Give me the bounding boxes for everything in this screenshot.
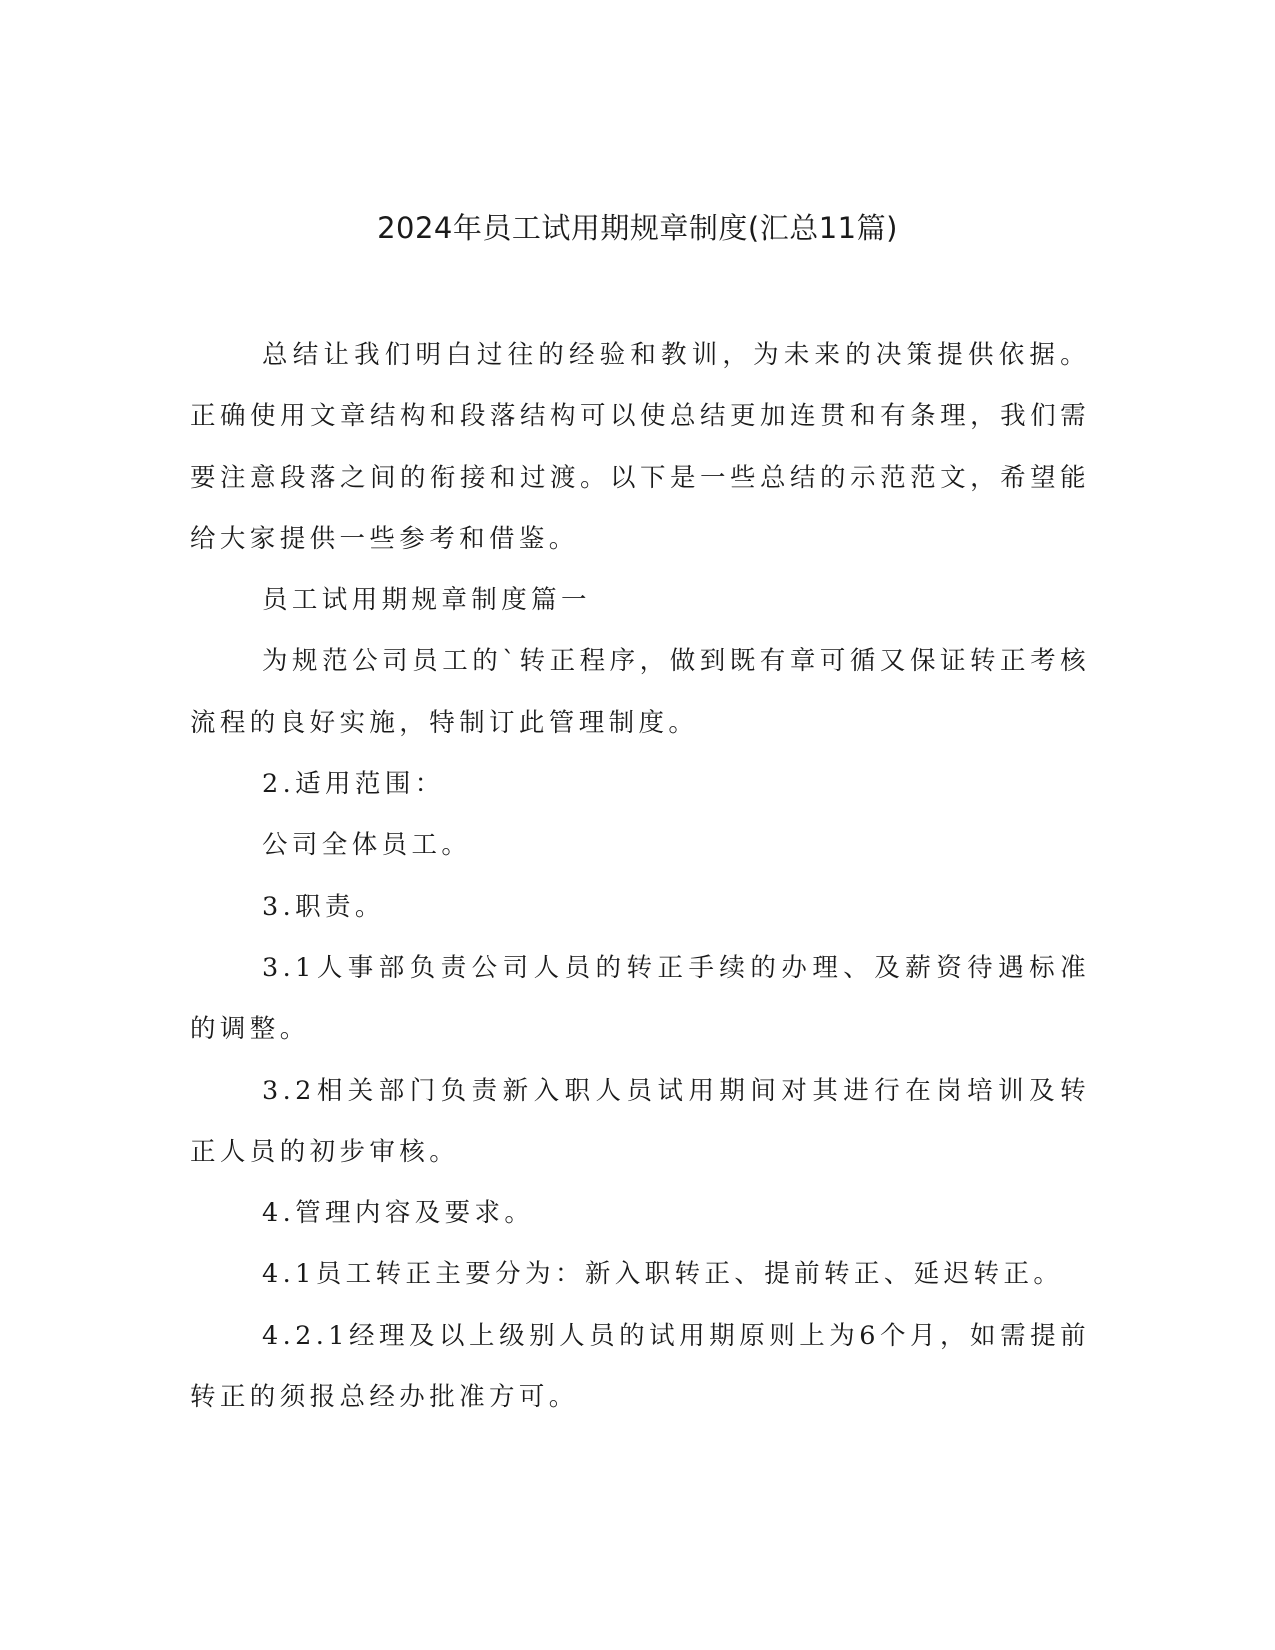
purpose-paragraph: 为规范公司员工的`转正程序，做到既有章可循又保证转正考核流程的良好实施，特制订此管理制度。 <box>190 646 1090 738</box>
duty-paragraph: 3.2相关部门负责新入职人员试用期间对其进行在岗培训及转正人员的初步审核。 <box>190 1075 1090 1167</box>
scope-heading: 2.适用范围： <box>262 769 445 800</box>
section-heading: 员工试用期规章制度篇一 <box>262 585 591 616</box>
management-paragraph: 4.2.1经理及以上级别人员的试用期原则上为6个月，如需提前转正的须报总经办批准方可。 <box>190 1320 1090 1413</box>
intro-paragraph: 总结让我们明白过往的经验和教训，为未来的决策提供依据。正确使用文章结构和段落结构可以使总结更加连贯和有条理，我们需要注意段落之间的衔接和过渡。以下是一些总结的示范范文，希望能给大家提供一些参考和借鉴。 <box>190 340 1090 554</box>
management-heading: 4.管理内容及要求。 <box>262 1198 535 1229</box>
management-paragraph: 4.1员工转正主要分为：新入职转正、提前转正、延迟转正。 <box>262 1259 1064 1290</box>
scope-paragraph: 公司全体员工。 <box>262 830 472 861</box>
duties-heading: 3.职责。 <box>262 891 385 922</box>
duty-paragraph: 3.1人事部负责公司人员的转正手续的办理、及薪资待遇标准的调整。 <box>190 952 1090 1045</box>
document-title: 2024年员工试用期规章制度(汇总11篇) <box>377 211 898 245</box>
document-body <box>190 325 1090 1428</box>
